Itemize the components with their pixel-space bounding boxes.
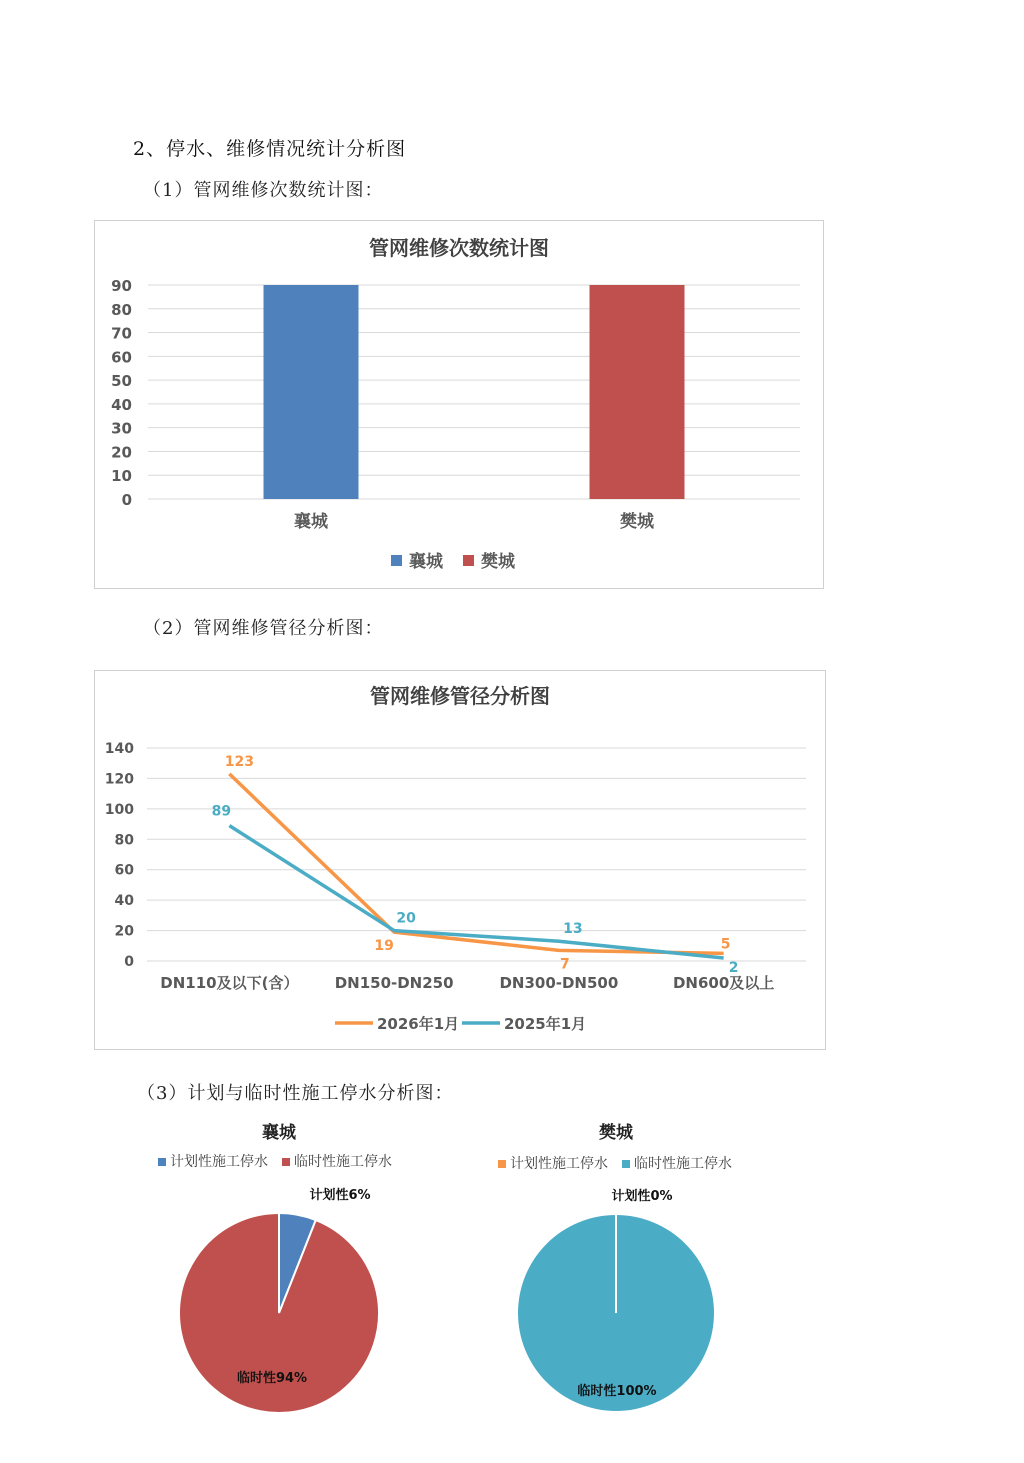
subheading-repair-count: （1）管网维修次数统计图： bbox=[143, 180, 384, 201]
data-label: 13 bbox=[563, 921, 583, 938]
chart-title: 管网维修次数统计图 bbox=[369, 236, 549, 260]
y-tick-label: 40 bbox=[114, 893, 134, 910]
y-tick-label: 60 bbox=[111, 348, 132, 367]
pie-data-label: 计划性6% bbox=[309, 1188, 371, 1203]
x-tick-label: DN600及以上 bbox=[672, 974, 775, 992]
x-tick-label: 襄城 bbox=[294, 512, 328, 532]
x-tick-label: DN300-DN500 bbox=[499, 974, 619, 992]
legend-label: 2025年1月 bbox=[504, 1015, 587, 1033]
legend-swatch bbox=[622, 1160, 630, 1168]
pie-data-label: 计划性0% bbox=[611, 1189, 673, 1204]
x-tick-label: DN150-DN250 bbox=[334, 974, 454, 992]
data-label: 89 bbox=[211, 803, 232, 820]
pie-title: 樊城 bbox=[599, 1123, 633, 1143]
data-label: 123 bbox=[224, 753, 254, 770]
outage-type-pie-charts bbox=[0, 1103, 1024, 1463]
data-label: 5 bbox=[720, 936, 731, 953]
pipe-diameter-chart-frame bbox=[94, 670, 826, 1050]
y-tick-label: 80 bbox=[114, 832, 134, 849]
legend-label: 临时性施工停水 bbox=[294, 1154, 392, 1170]
y-tick-label: 20 bbox=[111, 443, 132, 462]
x-tick-label: DN110及以下(含） bbox=[160, 974, 299, 992]
y-tick-label: 20 bbox=[114, 923, 134, 940]
y-tick-label: 0 bbox=[121, 491, 132, 509]
y-tick-label: 30 bbox=[111, 419, 132, 438]
y-tick-label: 80 bbox=[111, 300, 132, 319]
subheading-outage-type: （3）计划与临时性施工停水分析图： bbox=[137, 1083, 454, 1104]
y-tick-label: 10 bbox=[111, 467, 132, 486]
x-tick-label: 樊城 bbox=[620, 512, 654, 532]
repair-count-chart-frame bbox=[94, 220, 824, 589]
y-tick-label: 0 bbox=[124, 954, 134, 970]
legend-swatch bbox=[463, 555, 474, 566]
repair-count-bar-chart bbox=[95, 221, 823, 588]
section-heading: 2、停水、维修情况统计分析图 bbox=[133, 138, 407, 160]
data-label: 2 bbox=[728, 959, 739, 976]
y-tick-label: 60 bbox=[114, 862, 134, 879]
y-tick-label: 100 bbox=[104, 801, 134, 818]
pie-title: 襄城 bbox=[262, 1123, 296, 1143]
y-tick-label: 140 bbox=[104, 741, 134, 757]
legend-label: 襄城 bbox=[409, 552, 443, 572]
data-label: 19 bbox=[374, 938, 394, 955]
pie-data-label: 临时性100% bbox=[577, 1384, 657, 1399]
data-label: 20 bbox=[396, 910, 416, 927]
legend-label: 临时性施工停水 bbox=[634, 1156, 732, 1172]
legend-swatch bbox=[158, 1158, 166, 1166]
y-tick-label: 120 bbox=[104, 771, 134, 788]
pipe-diameter-line-chart bbox=[95, 671, 825, 1049]
y-tick-label: 90 bbox=[111, 277, 132, 295]
bar bbox=[264, 285, 359, 499]
y-tick-label: 70 bbox=[111, 324, 132, 343]
y-tick-label: 40 bbox=[111, 395, 132, 414]
legend-label: 2026年1月 bbox=[377, 1015, 460, 1033]
y-tick-label: 50 bbox=[111, 372, 132, 391]
bar bbox=[590, 285, 685, 499]
legend-swatch bbox=[282, 1158, 290, 1166]
subheading-pipe-diameter: （2）管网维修管径分析图： bbox=[143, 618, 384, 639]
legend-swatch bbox=[391, 555, 402, 566]
series-line bbox=[229, 774, 723, 954]
legend-label: 樊城 bbox=[481, 552, 515, 572]
chart-title: 管网维修管径分析图 bbox=[370, 684, 550, 708]
data-label: 7 bbox=[560, 956, 570, 973]
pie-data-label: 临时性94% bbox=[236, 1371, 308, 1386]
legend-swatch bbox=[498, 1160, 506, 1168]
legend-label: 计划性施工停水 bbox=[510, 1156, 608, 1172]
legend-label: 计划性施工停水 bbox=[170, 1154, 268, 1170]
